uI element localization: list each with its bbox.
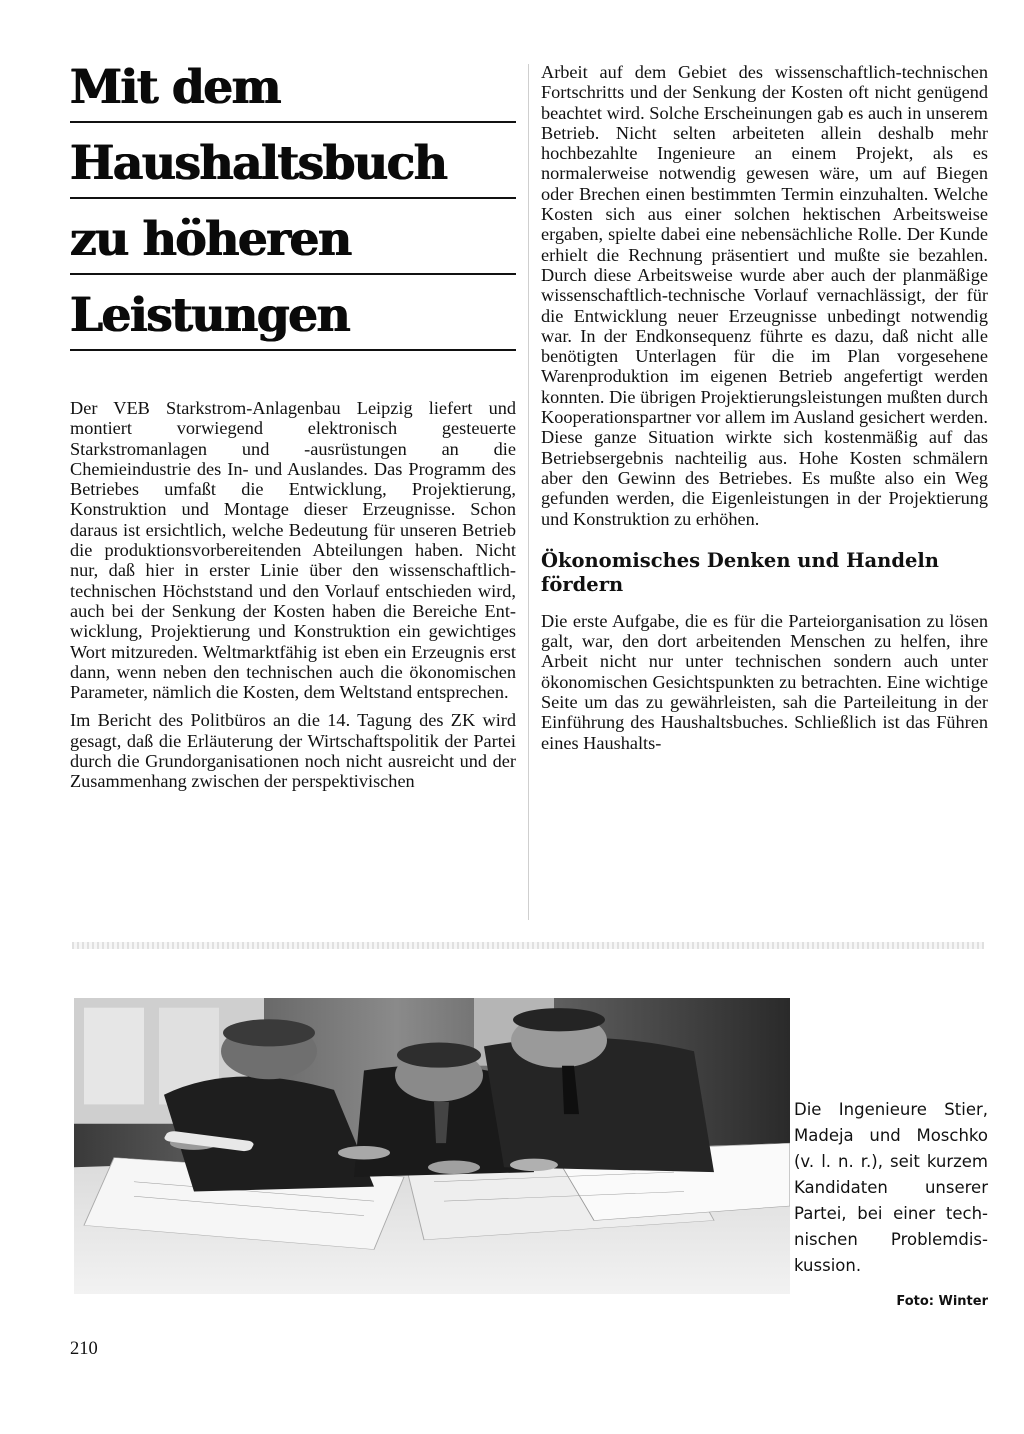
right-text-column — [541, 62, 988, 761]
page-number: 210 — [70, 1339, 98, 1359]
body-paragraph: Die erste Aufgabe, die es für die Parteiorganisation zu lösen galt, war, den dort arbeitenden Menschen zu helfen, ihre Arbeit nicht nur unter technischen sondern auch unter ökonomischen Gesichtspunkten zu betrachten. Eine wichtige Seite um das zu gewährleisten, sah die Parteileitung in der Einführung des Haushaltsbuches. Schließlich ist das Führen eines Haushalts- — [541, 610, 988, 753]
article-headline — [70, 62, 516, 366]
section-subheading: Ökonomisches Denken und Handeln fördern — [541, 548, 939, 596]
print-halftone-strip — [72, 942, 984, 949]
body-paragraph: Der VEB Starkstrom-Anlagenbau Leipzig liefert und montiert vorwiegend elektronisch gesteuerte Starkstromanlagen und -ausrüstungen an die Chemieindustrie des In- und Auslandes. Das Programm des Betriebes umfaßt die Entwicklung, Projektierung, Konstruktion und Montage dieser Erzeugnisse. Schon daraus ist ersichtlich, welche Bedeutung für unseren Betrieb die produktionsvorbereitenden Abteilungen haben. Nicht nur, daß hier in erster Linie über den wissenschaftlich-technischen Höchststand und den Vorlauf entschieden wird, auch bei der Senkung der Kosten haben die Bereiche Entwicklung, Projektierung und Konstruktion ein gewichtiges Wort mitzureden. Weltmarktfähig ist eben ein Erzeugnis erst dann, wenn neben den technischen auch die ökonomischen Parameter, nämlich die Kosten, dem Weltstand entsprechen. — [70, 398, 516, 703]
headline-line-2: Haushaltsbuch — [70, 138, 516, 199]
headline-line-3: zu höheren — [70, 214, 516, 275]
engineers-photo — [74, 998, 790, 1294]
headline-line-4: Leistungen — [70, 290, 516, 351]
headline-line-1: Mit dem — [70, 62, 516, 123]
body-paragraph: Im Bericht des Politbüros an die 14. Tagung des ZK wird gesagt, daß die Erläuterung der Wirtschaftspolitik der Partei durch die Grundorganisationen noch nicht ausreicht und der Zusammenhang zwischen der perspektivischen — [70, 710, 516, 792]
photo-credit: Foto: Winter — [896, 1294, 988, 1309]
column-divider — [528, 64, 529, 920]
engineers-photo-illustration — [74, 998, 790, 1294]
body-paragraph: Arbeit auf dem Gebiet des wissenschaftlich-technischen Fortschritts und der Senkung der Kosten oft nicht genügend beachtet wird. Solche Erscheinungen gab es auch in unserem Betrieb. Nicht selten arbeiteten allein deshalb mehr hochbezahlte Ingenieure an einem Projekt, als es normalerweise notwendig gewesen wäre, um auf Biegen oder Brechen einen bestimmten Termin einzuhalten. Welche Kosten sich aus einer solchen hektischen Arbeitsweise ergaben, spielte dabei eine nebensächliche Rolle. Der Kunde erhielt die Rechnung präsentiert und mußte sie bezahlen. Durch diese Arbeitsweise wurde aber auch der planmäßige wissenschaftlich-technische Vorlauf vernachlässigt, der für die Entwicklung neuer Erzeugnisse unbedingt notwendig war. In der Endkonsequenz führte es dazu, daß nicht alle benötigten Unterlagen für die im Plan vorgesehene Warenproduktion im eigenen Betrieb angefertigt werden konnten. Die übrigen Projektierungsleistungen mußten durch Kooperationspartner vor allem im Ausland gesichert werden. Diese ganze Situation wirkte sich kostenmäßig auf das Betriebsergebnis nachteilig aus. Hohe Kosten schmälern aber den Gewinn des Betriebes. Es mußte also ein Weg gefunden werden, die Eigenleistungen in der Projektierung und Konstruktion zu erhöhen. — [541, 62, 988, 529]
photo-caption: Die Ingenieure Stier, Madeja und Moschko (v. l. n. r.), seit kurzem Kandidaten unserer Partei, bei einer technischen Problemdiskussion. — [794, 1100, 988, 1275]
left-text-column — [70, 398, 516, 800]
